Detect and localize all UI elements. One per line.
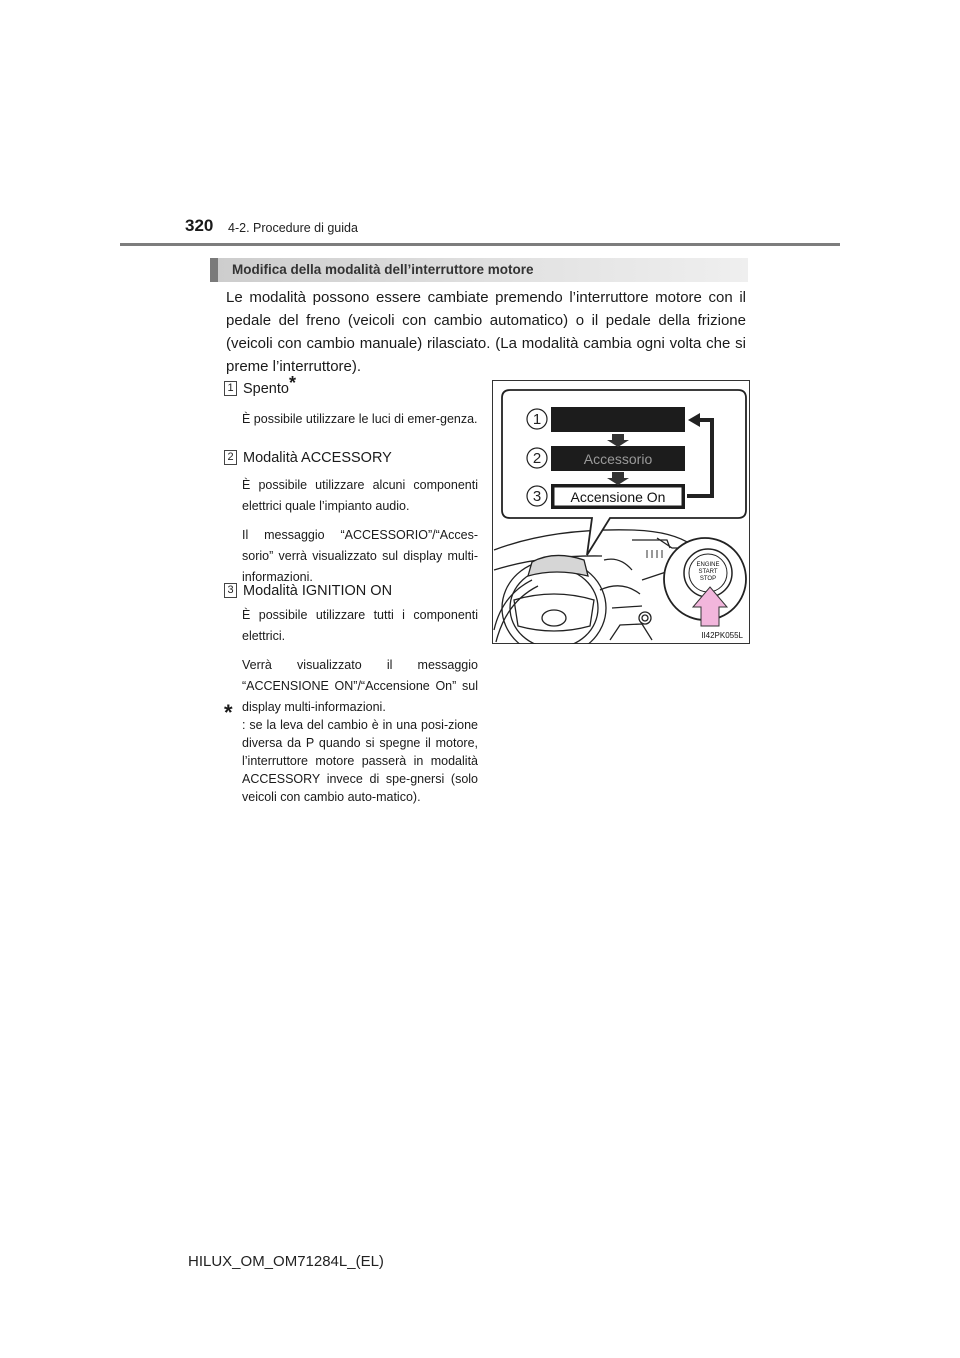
display-label-accensione: Accensione On [570,489,666,505]
footnote-text: : se la leva del cambio è in una posi-zione diversa da P quando si spegne il motore, l’interruttore motore passerà in modalità ACCESSORY invece di spe-gnersi (solo veicoli con cambio auto-matico). [242,718,478,804]
page-number: 320 [185,216,214,235]
section-heading [210,258,748,282]
section-title: 4-2. Procedure di guida [228,221,358,235]
item-body-2 [242,475,478,596]
item-number-2: 2 [224,450,237,465]
asterisk-mark: * [288,373,296,394]
item-body-3-para-2: Verrà visualizzato il messaggio “ACCENSIONE ON”/“Accensione On” sul display multi-informazioni. [242,658,478,714]
button-label-line: STOP [699,576,717,582]
item-title-3: Modalità IGNITION ON [243,583,393,599]
button-label-line: START [698,569,718,575]
intro-paragraph: Le modalità possono essere cambiate premendo l’interruttore motore con il pedale del freno (veicoli con cambio automatico) o il pedale della frizione (veicoli con cambio manuale) rilasciato. (La modalità cambia ogni volta che si preme l’interruttore). [226,289,746,375]
header-rule [120,243,840,246]
item-number-1: 1 [224,381,237,396]
footer-code: HILUX_OM_OM71284L_(EL) [188,1253,384,1270]
item-body-3-para-1: È possibile utilizzare tutti i componenti elettrici. [242,608,478,643]
display-label-accessorio: Accessorio [583,451,653,467]
section-heading-text: Modifica della modalità dell’interruttore motore [232,262,534,277]
display-off [551,407,685,432]
item-title-1-text: Spento [243,381,289,397]
item-body-1 [242,409,478,438]
item-body-3 [242,605,478,726]
item-number-3: 3 [224,583,237,598]
item-body-2-para-2: Il messaggio “ACCESSORIO”/“Acces-sorio” verrà visualizzato sul display multi-informazioni. [242,528,478,584]
item-title-1 [243,373,296,397]
engine-switch-illustration [492,380,750,644]
footnote-mark: * [224,700,233,725]
callout-number: 2 [532,450,542,467]
item-body-1-para-1: È possibile utilizzare le luci di emer-genza. [242,412,478,426]
item-body-2-para-1: È possibile utilizzare alcuni componenti elettrici quale l’impianto audio. [242,478,478,513]
callout-number: 3 [532,488,542,505]
illustration-svg [492,380,750,644]
illustration-code: II42PK055L [701,631,743,640]
callout-number: 1 [532,411,542,428]
item-title-2: Modalità ACCESSORY [243,450,392,466]
button-label [696,562,719,582]
button-label-line: ENGINE [696,562,720,568]
